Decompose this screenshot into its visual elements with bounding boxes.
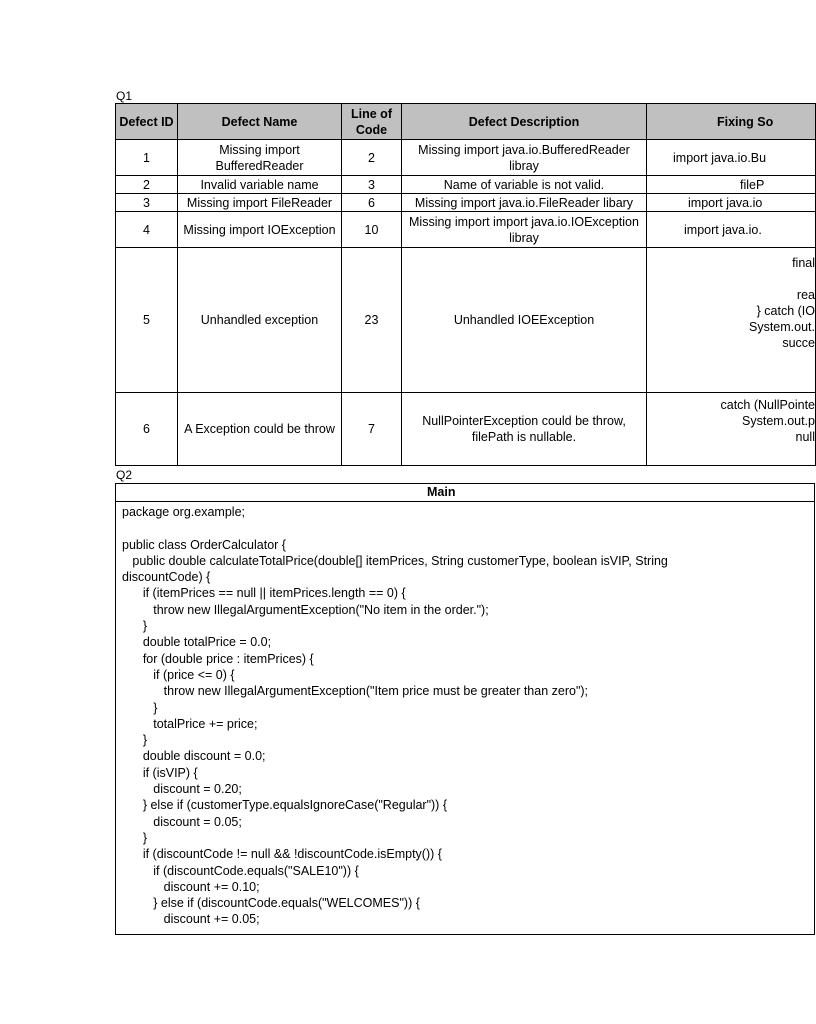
defect-line: 3	[342, 176, 402, 194]
table-row	[116, 176, 816, 194]
code-line: throw new IllegalArgumentException("No item in the order.");	[122, 602, 489, 617]
code-line: if (itemPrices == null || itemPrices.length == 0) {	[122, 586, 406, 601]
defect-name: Unhandled exception	[178, 248, 342, 393]
q2-label: Q2	[116, 468, 133, 482]
code-block	[116, 502, 814, 928]
defect-line: 23	[342, 248, 402, 393]
table-row	[116, 140, 816, 176]
header-defect-name: Defect Name	[178, 104, 342, 140]
defect-id: 1	[116, 140, 178, 176]
defect-fix: import java.io.Bu	[647, 140, 816, 176]
defect-id: 3	[116, 194, 178, 212]
defect-id: 4	[116, 212, 178, 248]
code-line: }	[122, 700, 158, 715]
header-line-of-code: Line of Code	[342, 104, 402, 140]
code-line: if (discountCode != null && !discountCode.isEmpty()) {	[122, 847, 442, 862]
code-line: } else if (customerType.equalsIgnoreCase("Regular")) {	[122, 798, 447, 813]
defect-line: 2	[342, 140, 402, 176]
code-line	[122, 520, 814, 536]
defect-id: 6	[116, 393, 178, 466]
header-defect-description: Defect Description	[402, 104, 647, 140]
defect-line: 10	[342, 212, 402, 248]
defect-description: Unhandled IOEException	[402, 248, 647, 393]
code-line: throw new IllegalArgumentException("Item price must be greater than zero");	[122, 684, 589, 699]
defect-id: 5	[116, 248, 178, 393]
defect-description: Missing import java.io.BufferedReader libray	[402, 140, 647, 176]
code-line: discount = 0.20;	[122, 782, 242, 797]
code-line: double totalPrice = 0.0;	[122, 635, 272, 650]
table-row	[116, 393, 816, 466]
defect-id: 2	[116, 176, 178, 194]
code-line: package org.example;	[122, 505, 245, 519]
code-line: public double calculateTotalPrice(double[] itemPrices, String customerType, boolean isVIP, String	[122, 553, 668, 568]
defect-fix: catch (NullPointe System.out.p null	[647, 393, 816, 466]
defect-name: A Exception could be throw	[178, 393, 342, 466]
code-line: }	[122, 830, 148, 845]
defect-description: Name of variable is not valid.	[402, 176, 647, 194]
defect-table	[115, 103, 816, 466]
defect-fix: fileP	[647, 176, 816, 194]
code-line: totalPrice += price;	[122, 716, 258, 731]
table-row	[116, 248, 816, 393]
code-line: if (discountCode.equals("SALE10")) {	[122, 863, 359, 878]
defect-name: Invalid variable name	[178, 176, 342, 194]
code-line: if (price <= 0) {	[122, 667, 235, 682]
defect-name: Missing import IOException	[178, 212, 342, 248]
defect-description: Missing import java.io.FileReader libary	[402, 194, 647, 212]
q1-label: Q1	[116, 89, 133, 103]
code-line: }	[122, 733, 148, 748]
code-line: }	[122, 619, 148, 634]
main-title: Main	[116, 484, 814, 502]
code-line: discount += 0.10;	[122, 879, 260, 894]
defect-description: NullPointerException could be throw, filePath is nullable.	[402, 393, 647, 466]
code-line: double discount = 0.0;	[122, 749, 266, 764]
defect-fix: import java.io.	[647, 212, 816, 248]
code-line: discountCode) {	[122, 570, 211, 585]
code-line: } else if (discountCode.equals("WELCOMES")) {	[122, 896, 420, 911]
defect-fix: import java.io	[647, 194, 816, 212]
defect-table-header	[116, 104, 816, 140]
defect-line: 7	[342, 393, 402, 466]
main-code-box	[115, 483, 815, 935]
code-line: discount += 0.05;	[122, 912, 260, 927]
defect-name: Missing import FileReader	[178, 194, 342, 212]
defect-line: 6	[342, 194, 402, 212]
code-line: for (double price : itemPrices) {	[122, 651, 314, 666]
defect-description: Missing import import java.io.IOException libray	[402, 212, 647, 248]
header-defect-id: Defect ID	[116, 104, 178, 140]
defect-fix: final rea } catch (IO System.out. succe	[647, 248, 816, 393]
table-row	[116, 212, 816, 248]
code-line: discount = 0.05;	[122, 814, 242, 829]
header-fixing-solution: Fixing So	[647, 104, 816, 140]
code-line: public class OrderCalculator {	[122, 537, 286, 552]
code-line: if (isVIP) {	[122, 765, 198, 780]
defect-name: Missing import BufferedReader	[178, 140, 342, 176]
table-row	[116, 194, 816, 212]
